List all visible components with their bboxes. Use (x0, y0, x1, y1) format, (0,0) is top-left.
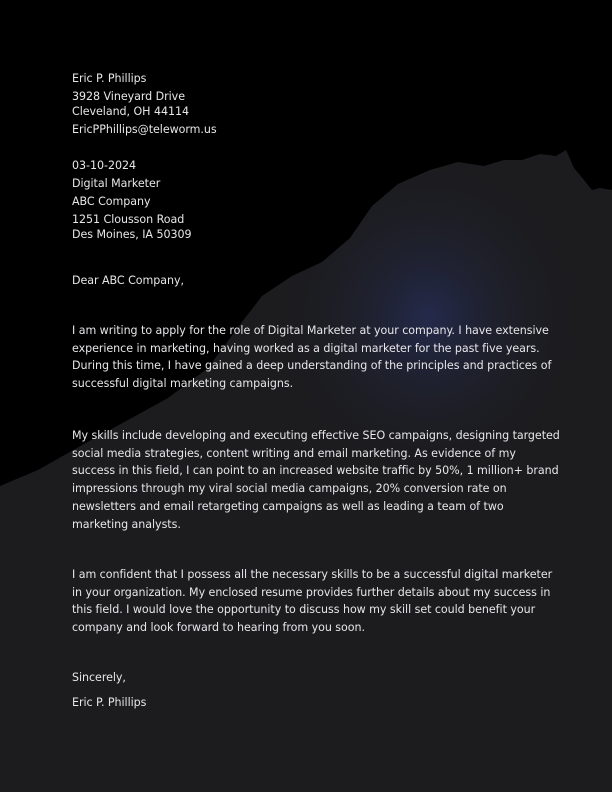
paragraph-line: During this time, I have gained a deep understanding of the principles and practices of (72, 359, 552, 373)
recipient-street: 1251 Clousson Road (72, 213, 185, 226)
signature-name: Eric P. Phillips (72, 696, 147, 709)
recipient-city-state-zip: Des Moines, IA 50309 (72, 228, 192, 241)
body-paragraph-2 (72, 427, 560, 533)
paragraph-line: social media strategies, content writing and email marketing. As evidence of my (72, 446, 516, 460)
paragraph-line: newsletters and email retargeting campaigns as well as leading a team of two (72, 499, 504, 513)
recipient-company: ABC Company (72, 195, 151, 208)
sender-city-state-zip: Cleveland, OH 44114 (72, 105, 189, 118)
paragraph-line: this field. I would love the opportunity to discuss how my skill set could benefit your (72, 603, 536, 617)
closing: Sincerely, (72, 671, 126, 684)
sender-street: 3928 Vineyard Drive (72, 90, 185, 103)
recipient-title: Digital Marketer (72, 177, 161, 190)
paragraph-line: marketing analysts. (72, 517, 181, 531)
paragraph-line: experience in marketing, having worked as a digital marketer for the past five years. (72, 341, 540, 355)
paragraph-line: in your organization. My enclosed resume provides further details about my success in (72, 585, 551, 599)
paragraph-line: I am confident that I possess all the necessary skills to be a successful digital marketer (72, 568, 553, 581)
paragraph-line: success in this field, I can point to an increased website traffic by 50%, 1 million+ brand (72, 464, 559, 478)
paragraph-line: successful digital marketing campaigns. (72, 377, 294, 391)
paragraph-line: impressions through my viral social media campaigns, 20% conversion rate on (72, 482, 507, 496)
salutation: Dear ABC Company, (72, 274, 184, 287)
letter-date: 03-10-2024 (72, 159, 136, 172)
body-paragraph-1 (72, 322, 552, 393)
paragraph-line: My skills include developing and executing effective SEO campaigns, designing targeted (72, 429, 560, 442)
paragraph-line: company and look forward to hearing from you soon. (72, 621, 365, 635)
paragraph-line: I am writing to apply for the role of Digital Marketer at your company. I have extensive (72, 324, 549, 337)
sender-name: Eric P. Phillips (72, 72, 147, 85)
sender-email: EricPPhillips@teleworm.us (72, 123, 217, 136)
body-paragraph-3 (72, 566, 553, 637)
